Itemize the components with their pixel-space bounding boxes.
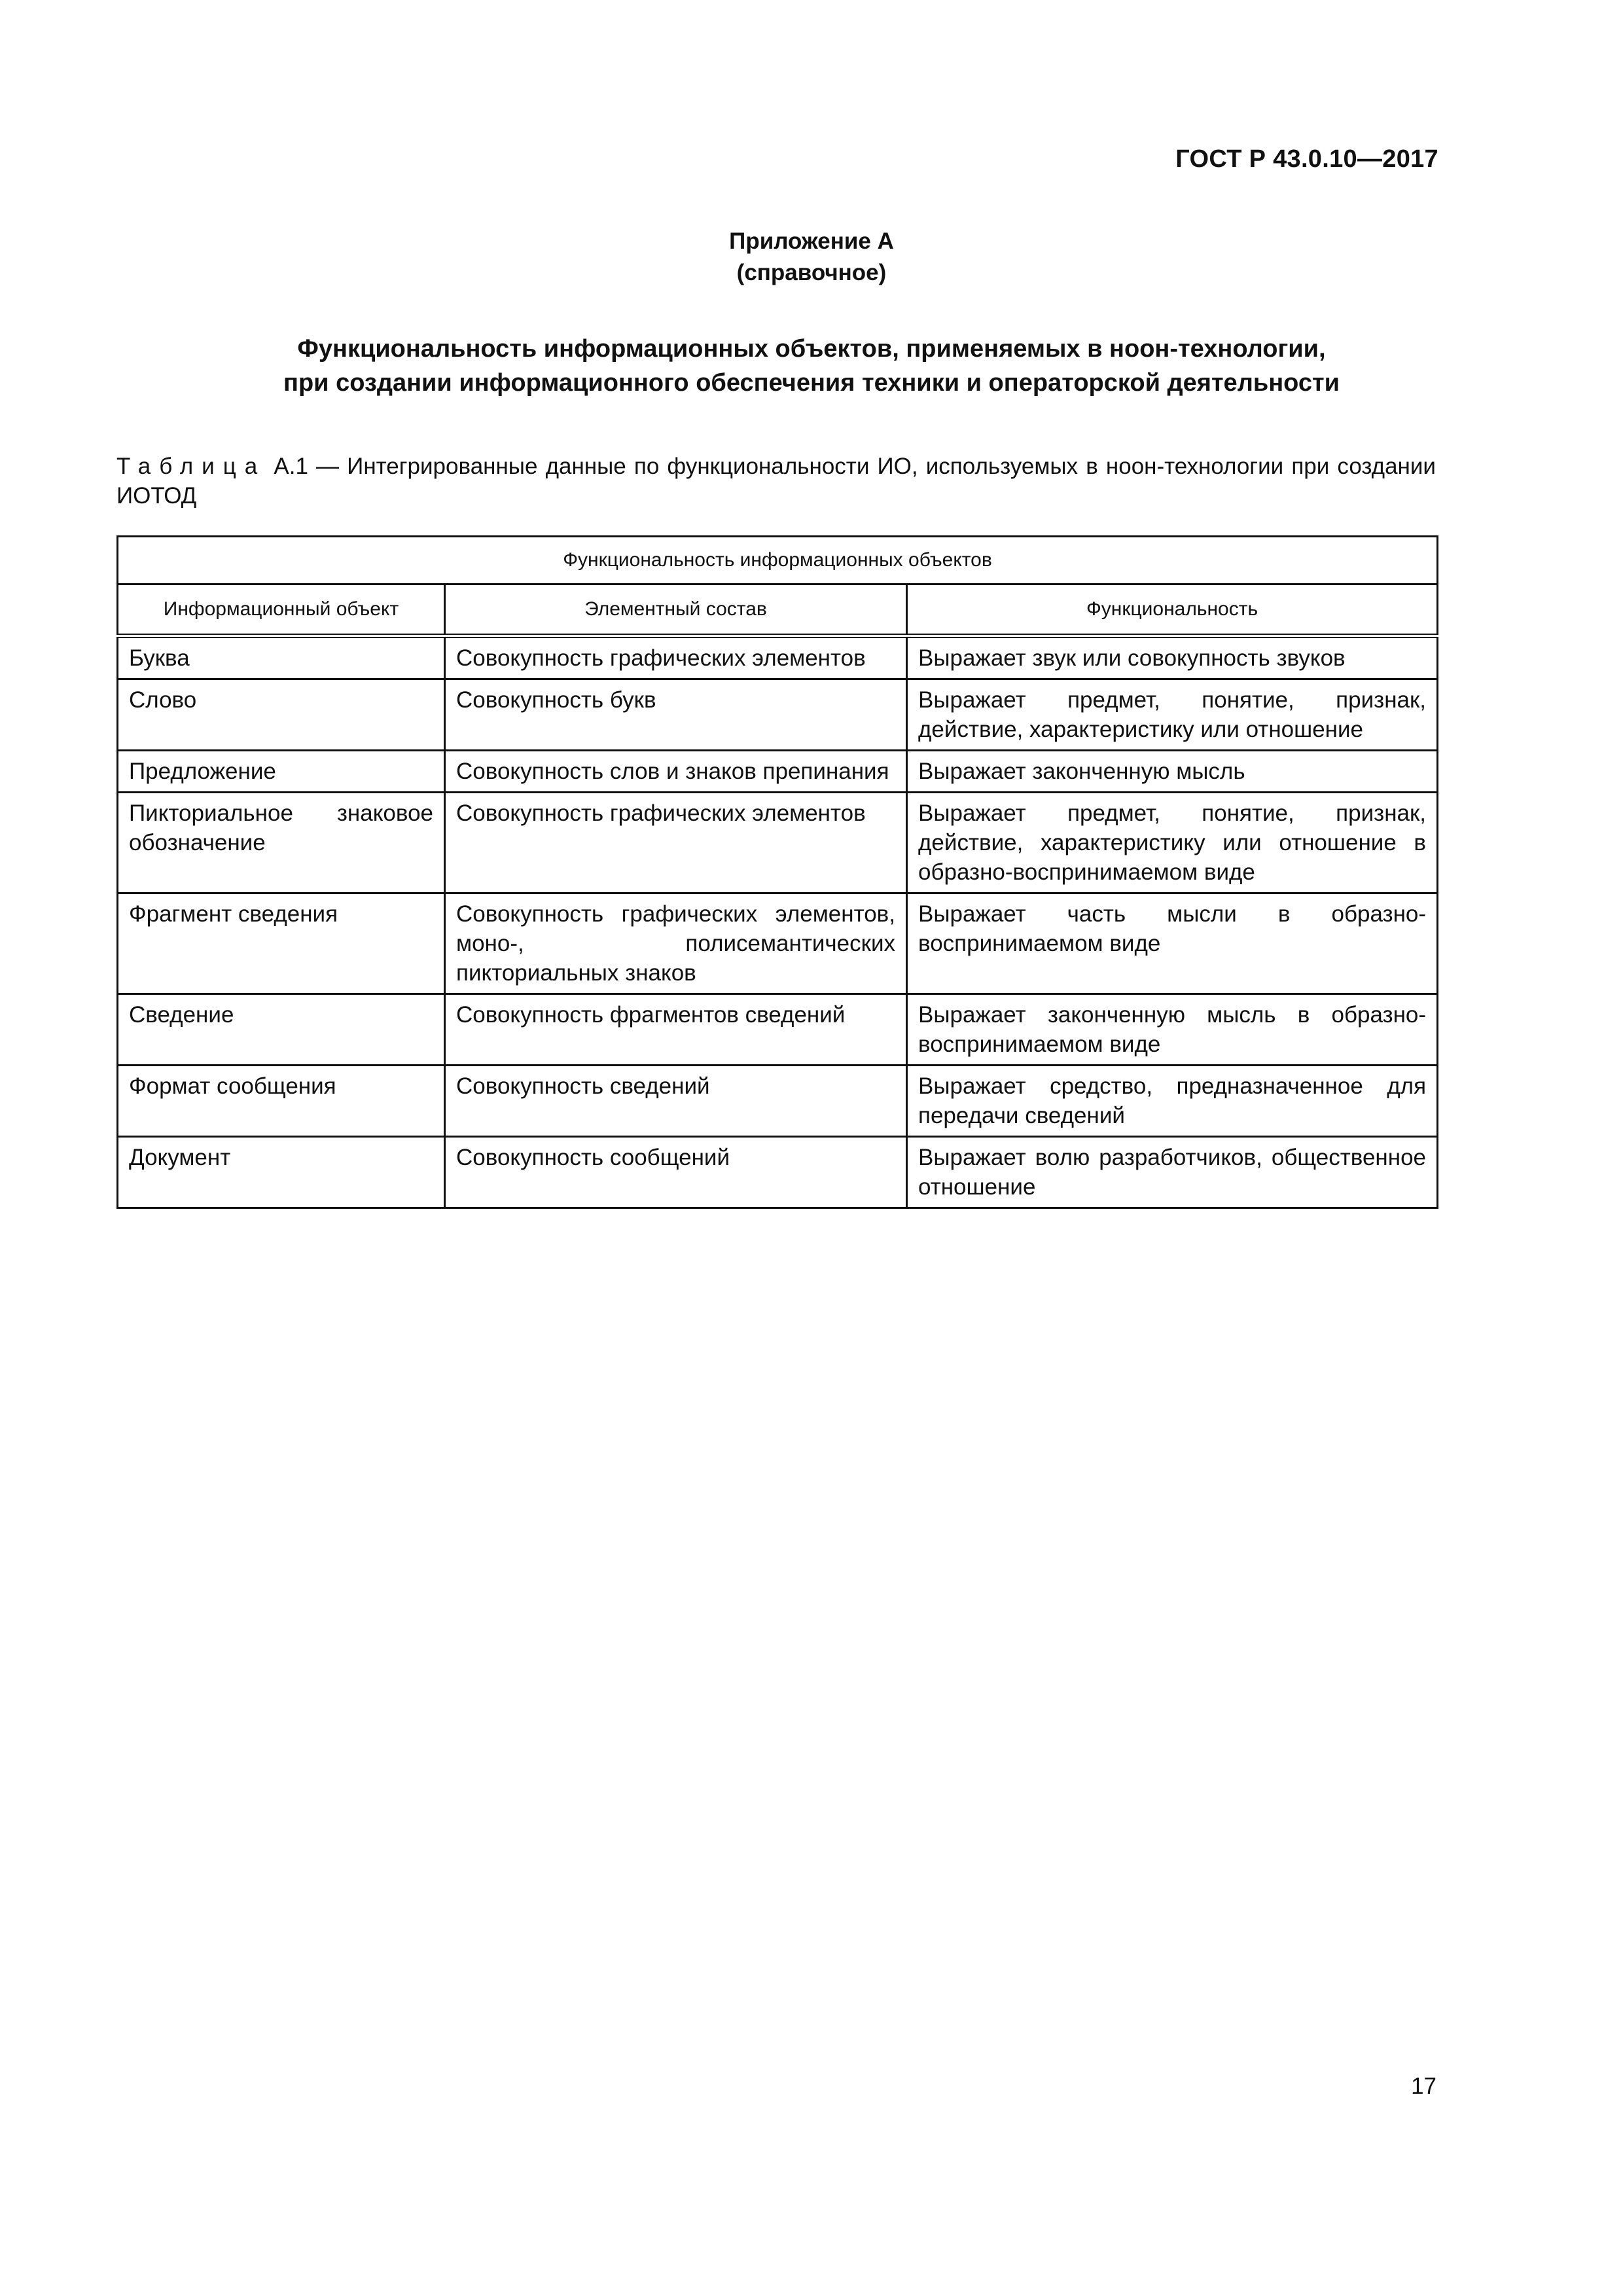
cell-object: Формат сообщения <box>118 1066 445 1137</box>
cell-functionality: Выражает законченную мысль <box>907 751 1438 793</box>
cell-object: Фрагмент сведения <box>118 893 445 994</box>
table-row <box>118 1066 1438 1137</box>
table-row <box>118 1137 1438 1208</box>
cell-functionality: Выражает законченную мысль в образно-воспринимаемом виде <box>907 994 1438 1066</box>
cell-functionality: Выражает средство, предназначенное для передачи сведений <box>907 1066 1438 1137</box>
table-group-header-row <box>118 537 1438 584</box>
document-title-line-1: Функциональность информационных объектов, применяемых в ноон-технологии, <box>297 335 1326 363</box>
cell-composition: Совокупность графических элементов, моно-, полисемантических пикториальных знаков <box>445 893 907 994</box>
cell-object: Документ <box>118 1137 445 1208</box>
standard-code: ГОСТ Р 43.0.10—2017 <box>1175 145 1438 173</box>
table-column-header-row <box>118 584 1438 636</box>
table-row <box>118 679 1438 751</box>
table-row <box>118 994 1438 1066</box>
cell-functionality: Выражает предмет, понятие, признак, действие, характеристику или отношение в образно-воспринимаемом виде <box>907 793 1438 893</box>
cell-composition: Совокупность графических элементов <box>445 636 907 679</box>
functionality-table <box>116 535 1438 1209</box>
cell-composition: Совокупность графических элементов <box>445 793 907 893</box>
table-group-header: Функциональность информационных объектов <box>118 537 1438 584</box>
cell-composition: Совокупность сведений <box>445 1066 907 1137</box>
page-number: 17 <box>1411 2073 1436 2099</box>
cell-object: Сведение <box>118 994 445 1066</box>
cell-composition: Совокупность сообщений <box>445 1137 907 1208</box>
cell-functionality: Выражает звук или совокупность звуков <box>907 636 1438 679</box>
table-row <box>118 793 1438 893</box>
cell-composition: Совокупность букв <box>445 679 907 751</box>
cell-composition: Совокупность слов и знаков препинания <box>445 751 907 793</box>
cell-functionality: Выражает предмет, понятие, признак, действие, характеристику или отношение <box>907 679 1438 751</box>
document-title-line-2: при создании информационного обеспечения техники и операторской деятельности <box>283 369 1340 397</box>
appendix-heading <box>0 226 1623 289</box>
appendix-type: (справочное) <box>736 260 887 285</box>
column-header-object: Информационный объект <box>118 584 445 636</box>
table-caption <box>116 452 1436 511</box>
cell-functionality: Выражает волю разработчиков, общественное отношение <box>907 1137 1438 1208</box>
cell-object: Пикториальное знаковое обозначение <box>118 793 445 893</box>
table-row <box>118 636 1438 679</box>
cell-functionality: Выражает часть мысли в образно-воспринимаемом виде <box>907 893 1438 994</box>
cell-composition: Совокупность фрагментов сведений <box>445 994 907 1066</box>
cell-object: Предложение <box>118 751 445 793</box>
appendix-title: Приложение А <box>729 228 894 254</box>
table-caption-text: А.1 — Интегрированные данные по функциональности ИО, используемых в ноон-технологии при создании ИОТОД <box>116 454 1436 509</box>
cell-object: Буква <box>118 636 445 679</box>
column-header-functionality: Функциональность <box>907 584 1438 636</box>
table-row <box>118 751 1438 793</box>
table-row <box>118 893 1438 994</box>
table-caption-label: Таблица <box>116 454 266 479</box>
document-title <box>0 332 1623 400</box>
column-header-composition: Элементный состав <box>445 584 907 636</box>
cell-object: Слово <box>118 679 445 751</box>
